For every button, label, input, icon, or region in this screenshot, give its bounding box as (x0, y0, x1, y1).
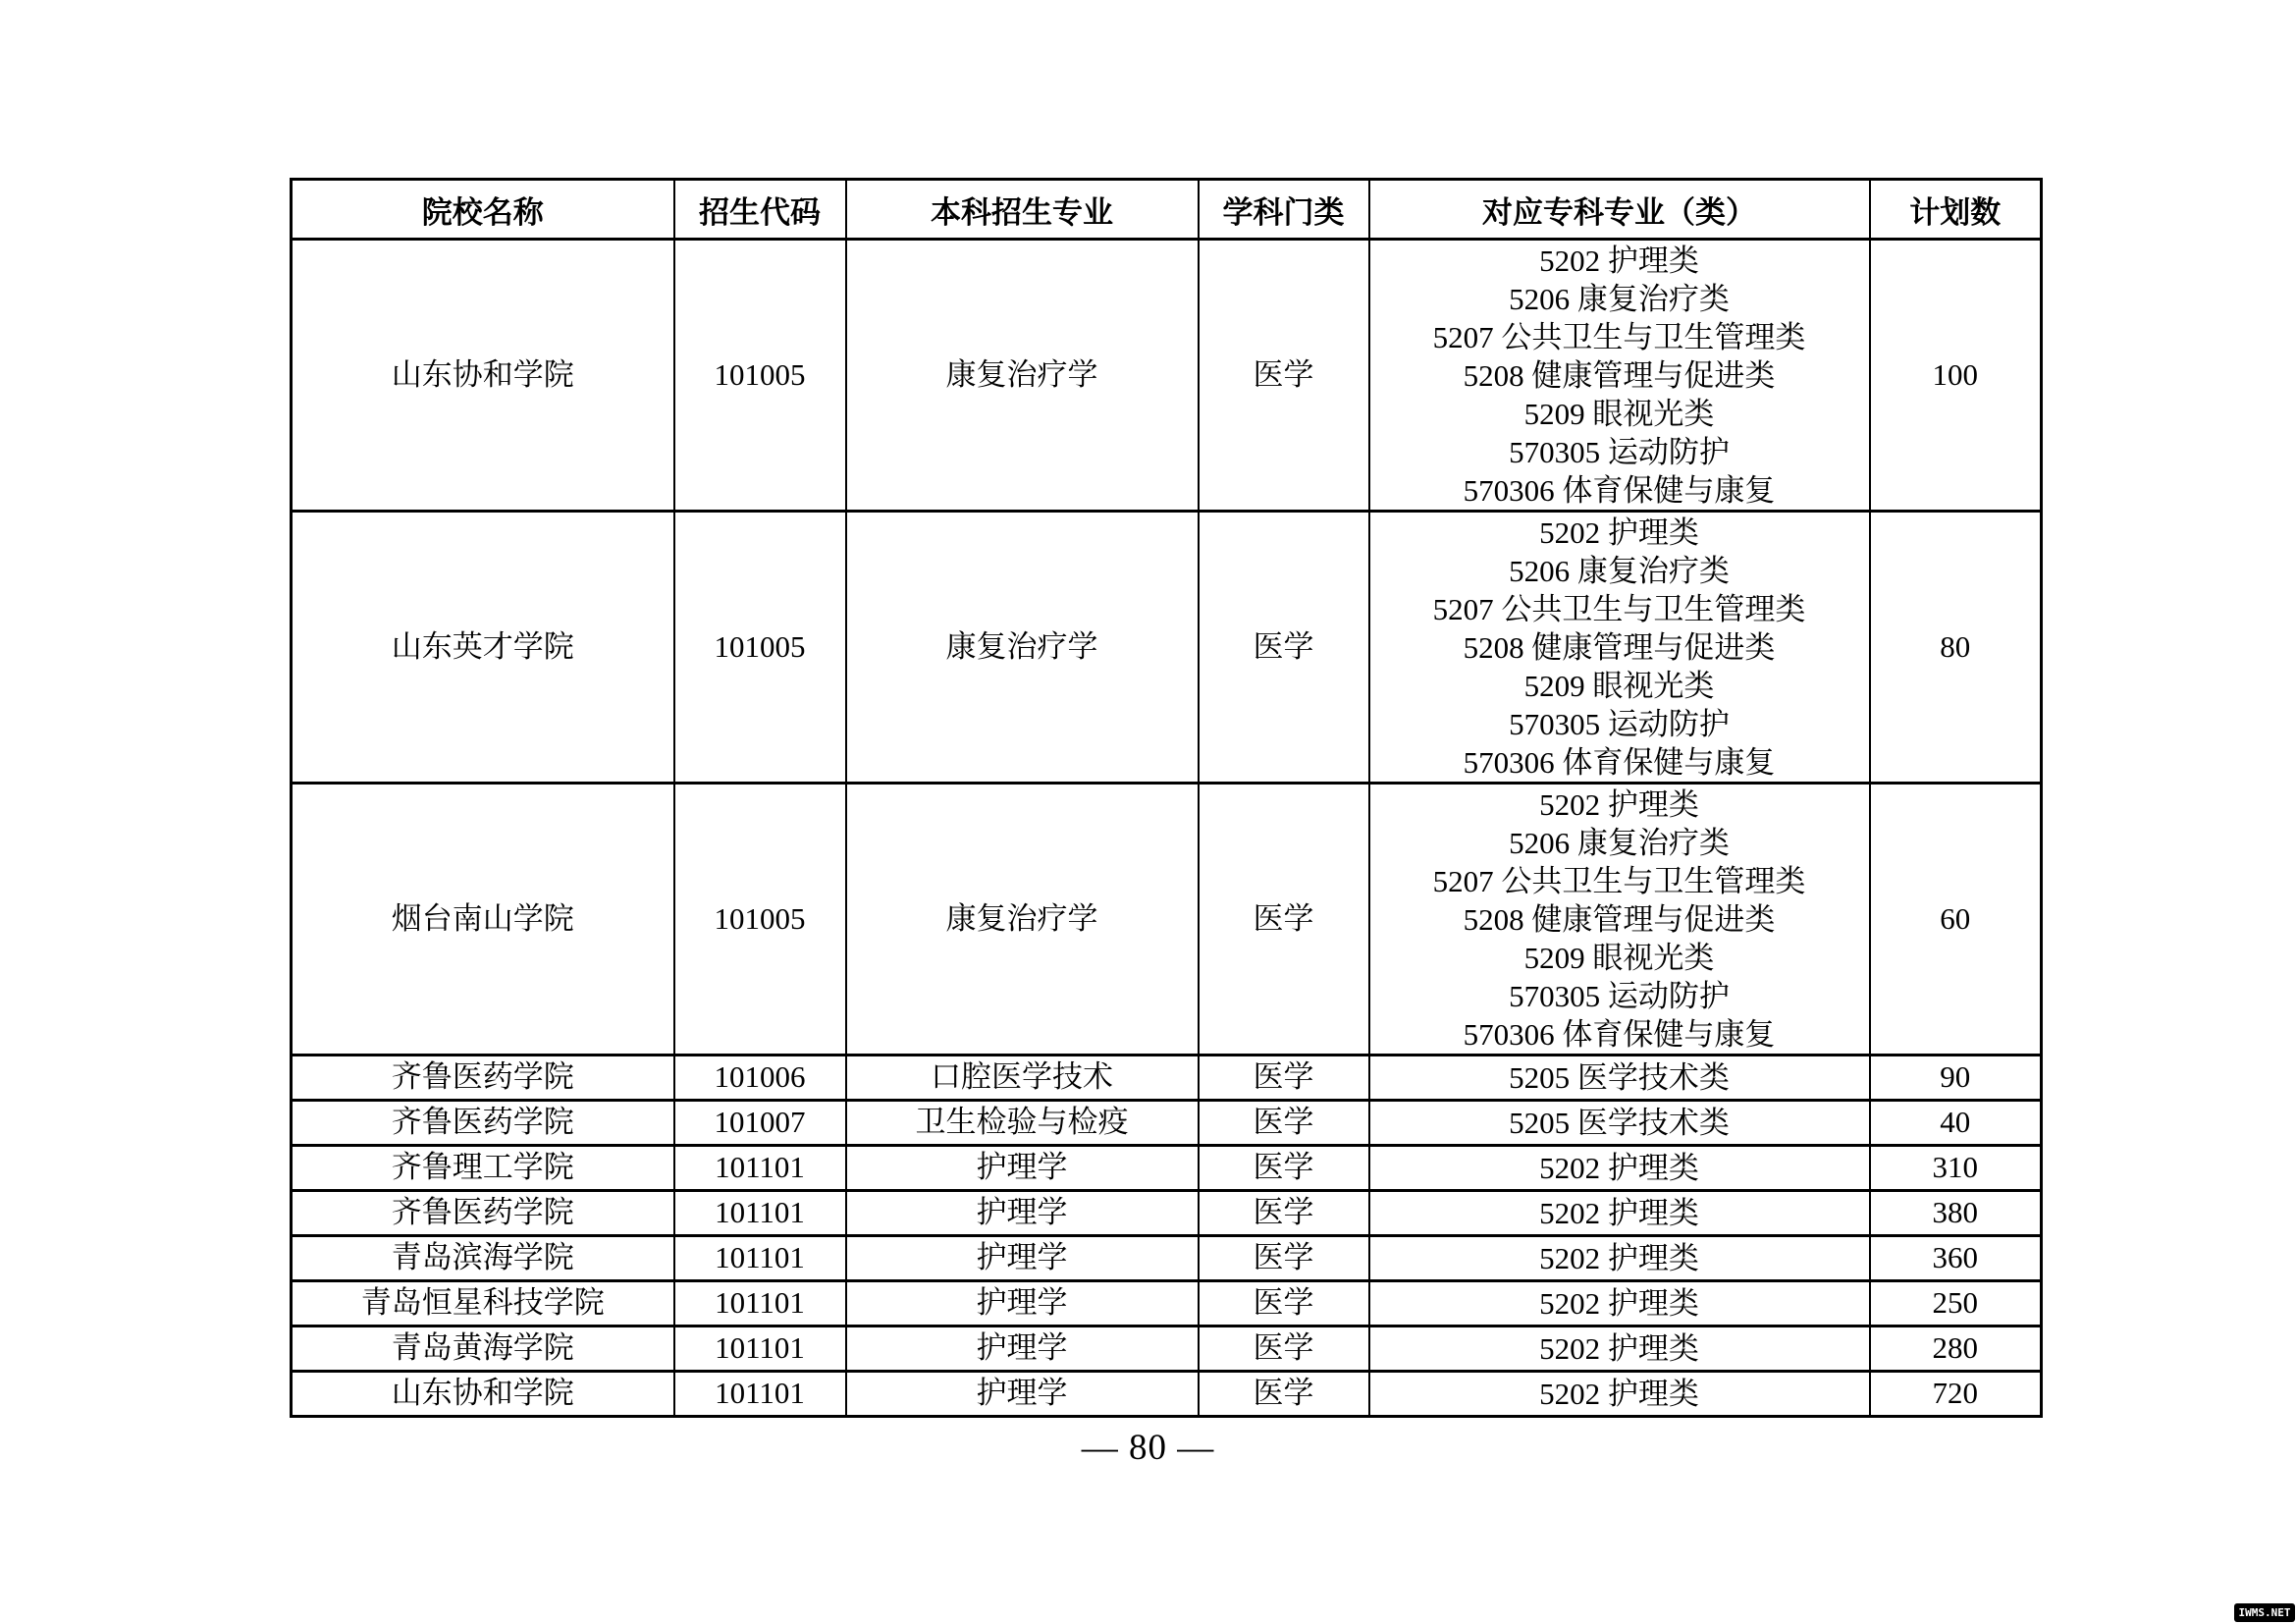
cell-code: 101005 (674, 240, 846, 512)
cell-major: 护理学 (846, 1236, 1199, 1281)
cell-plan: 60 (1870, 784, 2042, 1056)
cell-major: 护理学 (846, 1372, 1199, 1417)
watermark-badge: IWMS.NET (2234, 1603, 2295, 1622)
major-line: 5207 公共卫生与卫生管理类 (1432, 591, 1806, 626)
cell-category: 医学 (1199, 1326, 1369, 1372)
cell-school: 齐鲁医药学院 (292, 1101, 674, 1146)
cell-plan: 80 (1870, 512, 2042, 784)
cell-code: 101005 (674, 784, 846, 1056)
cell-code: 101101 (674, 1326, 846, 1372)
major-line: 5202 护理类 (1539, 1377, 1699, 1411)
cell-major: 口腔医学技术 (846, 1056, 1199, 1101)
major-line: 5207 公共卫生与卫生管理类 (1432, 319, 1806, 354)
cell-plan: 380 (1870, 1191, 2042, 1236)
cell-code: 101101 (674, 1146, 846, 1191)
cell-majors (1369, 1101, 1870, 1146)
major-line: 5202 护理类 (1539, 1196, 1699, 1230)
cell-majors (1369, 1191, 1870, 1236)
column-header: 学科门类 (1199, 180, 1369, 240)
cell-category: 医学 (1199, 512, 1369, 784)
cell-category: 医学 (1199, 1146, 1369, 1191)
major-line: 570305 运动防护 (1509, 706, 1730, 741)
cell-majors (1369, 1281, 1870, 1326)
table-row (292, 1056, 2042, 1101)
cell-plan: 310 (1870, 1146, 2042, 1191)
cell-school: 青岛恒星科技学院 (292, 1281, 674, 1326)
cell-code: 101101 (674, 1191, 846, 1236)
cell-plan: 40 (1870, 1101, 2042, 1146)
cell-school: 齐鲁理工学院 (292, 1146, 674, 1191)
cell-plan: 280 (1870, 1326, 2042, 1372)
table-row (292, 240, 2042, 512)
column-header: 计划数 (1870, 180, 2042, 240)
cell-category: 医学 (1199, 1191, 1369, 1236)
table-row (292, 1191, 2042, 1236)
major-line: 5208 健康管理与促进类 (1463, 357, 1776, 393)
cell-plan: 100 (1870, 240, 2042, 512)
table-row (292, 512, 2042, 784)
cell-school: 青岛黄海学院 (292, 1326, 674, 1372)
admission-plan-table (290, 178, 2043, 1418)
major-line: 5205 医学技术类 (1509, 1106, 1730, 1140)
cell-majors (1369, 1236, 1870, 1281)
major-line: 5209 眼视光类 (1523, 396, 1715, 431)
table-row (292, 1146, 2042, 1191)
major-line: 5202 护理类 (1539, 1331, 1699, 1366)
major-line: 5206 康复治疗类 (1509, 281, 1730, 316)
column-header: 院校名称 (292, 180, 674, 240)
major-line: 5207 公共卫生与卫生管理类 (1432, 863, 1806, 898)
cell-code: 101006 (674, 1056, 846, 1101)
cell-major: 护理学 (846, 1326, 1199, 1372)
major-line: 570305 运动防护 (1509, 978, 1730, 1013)
table-header-row (292, 180, 2042, 240)
cell-plan: 360 (1870, 1236, 2042, 1281)
major-line: 570306 体育保健与康复 (1463, 1016, 1776, 1052)
major-line: 5206 康复治疗类 (1509, 825, 1730, 860)
cell-plan: 250 (1870, 1281, 2042, 1326)
major-line: 5202 护理类 (1539, 1151, 1699, 1185)
cell-code: 101101 (674, 1236, 846, 1281)
cell-school: 山东协和学院 (292, 240, 674, 512)
cell-majors (1369, 1372, 1870, 1417)
major-line: 5202 护理类 (1539, 514, 1699, 550)
cell-majors (1369, 240, 1870, 512)
cell-category: 医学 (1199, 1372, 1369, 1417)
cell-category: 医学 (1199, 1101, 1369, 1146)
cell-school: 山东英才学院 (292, 512, 674, 784)
table-row (292, 1372, 2042, 1417)
cell-major: 护理学 (846, 1146, 1199, 1191)
table-row (292, 1326, 2042, 1372)
major-line: 5205 医学技术类 (1509, 1060, 1730, 1095)
cell-school: 齐鲁医药学院 (292, 1191, 674, 1236)
cell-majors (1369, 1326, 1870, 1372)
cell-major: 康复治疗学 (846, 240, 1199, 512)
cell-major: 康复治疗学 (846, 512, 1199, 784)
cell-plan: 90 (1870, 1056, 2042, 1101)
table-row (292, 784, 2042, 1056)
major-line: 570306 体育保健与康复 (1463, 472, 1776, 508)
major-line: 570306 体育保健与康复 (1463, 744, 1776, 780)
cell-major: 卫生检验与检疫 (846, 1101, 1199, 1146)
cell-code: 101101 (674, 1372, 846, 1417)
column-header: 对应专科专业（类） (1369, 180, 1870, 240)
major-line: 5202 护理类 (1539, 243, 1699, 278)
cell-plan: 720 (1870, 1372, 2042, 1417)
major-line: 5202 护理类 (1539, 1286, 1699, 1321)
cell-majors (1369, 1056, 1870, 1101)
table-row (292, 1101, 2042, 1146)
cell-category: 医学 (1199, 1236, 1369, 1281)
major-line: 5209 眼视光类 (1523, 668, 1715, 703)
cell-category: 医学 (1199, 240, 1369, 512)
cell-majors (1369, 784, 1870, 1056)
table-body (292, 240, 2042, 1417)
major-line: 5202 护理类 (1539, 786, 1699, 822)
major-line: 5208 健康管理与促进类 (1463, 629, 1776, 665)
major-line: 570305 运动防护 (1509, 434, 1730, 469)
cell-code: 101101 (674, 1281, 846, 1326)
cell-category: 医学 (1199, 784, 1369, 1056)
cell-major: 护理学 (846, 1191, 1199, 1236)
major-line: 5208 健康管理与促进类 (1463, 901, 1776, 937)
column-header: 招生代码 (674, 180, 846, 240)
cell-majors (1369, 1146, 1870, 1191)
cell-school: 齐鲁医药学院 (292, 1056, 674, 1101)
cell-major: 康复治疗学 (846, 784, 1199, 1056)
cell-category: 医学 (1199, 1281, 1369, 1326)
page-number: — 80 — (1081, 1428, 1215, 1468)
cell-school: 山东协和学院 (292, 1372, 674, 1417)
column-header: 本科招生专业 (846, 180, 1199, 240)
cell-major: 护理学 (846, 1281, 1199, 1326)
major-line: 5206 康复治疗类 (1509, 553, 1730, 588)
cell-majors (1369, 512, 1870, 784)
table-row (292, 1236, 2042, 1281)
major-line: 5209 眼视光类 (1523, 940, 1715, 975)
cell-category: 医学 (1199, 1056, 1369, 1101)
cell-school: 青岛滨海学院 (292, 1236, 674, 1281)
major-line: 5202 护理类 (1539, 1241, 1699, 1275)
cell-school: 烟台南山学院 (292, 784, 674, 1056)
cell-code: 101005 (674, 512, 846, 784)
cell-code: 101007 (674, 1101, 846, 1146)
table-row (292, 1281, 2042, 1326)
